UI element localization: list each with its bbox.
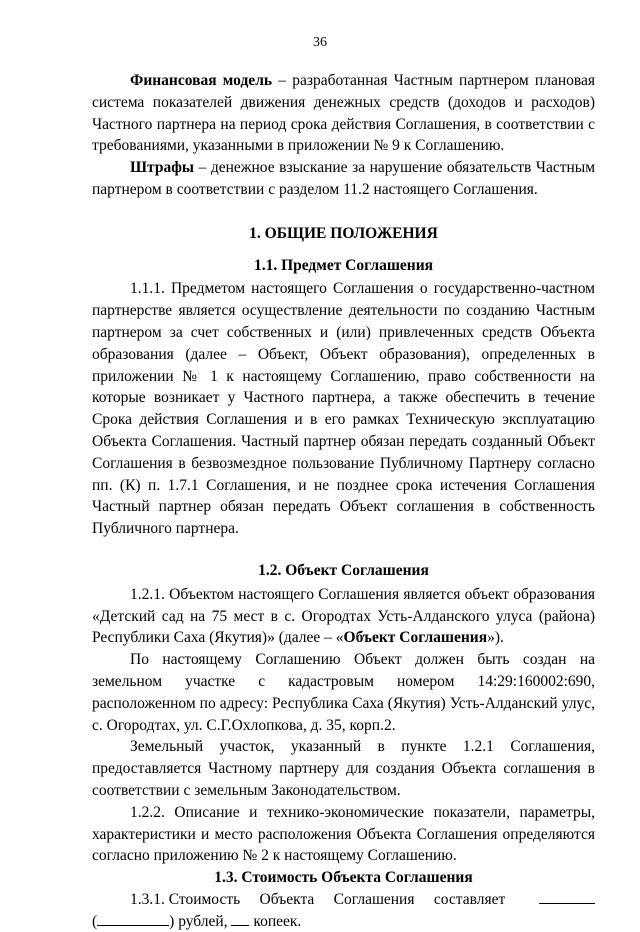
- definition-financial-model: [92, 70, 595, 157]
- paragraph-1-2-1: [92, 584, 595, 649]
- cost-blank-kopecks: [231, 911, 249, 926]
- paragraph-land-provision: Земельный участок, указанный в пункте 1.2.1 Соглашения, предоставляется Частному партнеру для создания Объекта соглашения в соответствии с земельным Законодательством.: [92, 738, 595, 799]
- paragraph-1-2-2: 1.2.2. Описание и технико-экономические показатели, параметры, характеристики и место расположения Объекта Соглашения определяются согласно приложению № 2 к настоящему Соглашению.: [92, 803, 595, 865]
- section-heading: 1. ОБЩИЕ ПОЛОЖЕНИЯ: [249, 224, 438, 242]
- cost-blank-words: [97, 911, 169, 926]
- definition-penalties: [92, 157, 595, 201]
- paragraph-land-plot: По настоящему Соглашению Объект должен быть создан на земельном участке с кадастровым номером 14:29:160002:690, расположенном по адресу: Республика Саха (Якутия) Усть-Алданский улус, с. Огородтах, ул. С.Г.Охлопкова, д. 35, корп.2.: [92, 651, 595, 734]
- definition-term: Штрафы: [130, 159, 195, 177]
- cost-line-text: 1.3.1. Стоимость Объекта Соглашения составляет: [130, 890, 506, 908]
- subsection-heading-1-1: 1.1. Предмет Соглашения: [253, 256, 434, 274]
- definition-text: – денежное взыскание за нарушение обязательств Частным партнером в соответствии с разделом 11.2 настоящего Соглашения.: [92, 159, 595, 198]
- definition-text: – разработанная Частным партнером плановая система показателей движения денежных средств (доходов и расходов) Частного партнера на период срока действия Соглашения, в соответствии с требованиями, указанными в приложении № 9 к Соглашению.: [92, 72, 596, 155]
- kopecks-text: копеек.: [249, 912, 302, 930]
- document-body: [92, 70, 595, 932]
- paragraph-1-3-1: [92, 889, 595, 911]
- object-term: Объект Соглашения: [343, 629, 488, 647]
- page-number: 36: [313, 35, 327, 50]
- paragraph-1-3-1-line2: [92, 911, 595, 932]
- subsection-heading-1-3: 1.3. Стоимость Объекта Соглашения: [214, 869, 473, 887]
- paren-open: (: [92, 912, 98, 930]
- rubles-text: ) рублей,: [169, 912, 232, 930]
- subsection-heading-1-2: 1.2. Объект Соглашения: [258, 561, 429, 579]
- cost-blank-amount: [539, 889, 595, 904]
- paragraph-text-end: »).: [487, 629, 504, 647]
- paragraph-text: 1.2.1. Объектом настоящего Соглашения является объект образования «Детский сад на 75 мест в с. Огородтах Усть-Алданского улуса (района) Республики Саха (Якутия)» (далее – «: [92, 585, 595, 647]
- definition-term: Финансовая модель: [130, 72, 273, 89]
- paragraph-1-1-1: 1.1.1. Предметом настоящего Соглашения о государственно-частном партнерстве является осуществление деятельности по созданию Частным партнером за счет собственных и (или) привлеченных средств Объекта образования (далее – Объект, Объект образования), определенных в приложении № 1 к настоящему Соглашению, право собственности на которые возникает у Частного партнера, а также обеспечить в течение Срока действия Соглашения и в его рамках Техническую эксплуатацию Объекта Соглашения. Частный партнер обязан передать созданный Объект Соглашения в безвозмездное пользование Публичному Партнеру согласно пп. (К) п. 1.7.1 Соглашения, и не позднее срока истечения Соглашения Частный партнер обязан передать Объект соглашения в собственность Публичного партнера.: [92, 280, 595, 538]
